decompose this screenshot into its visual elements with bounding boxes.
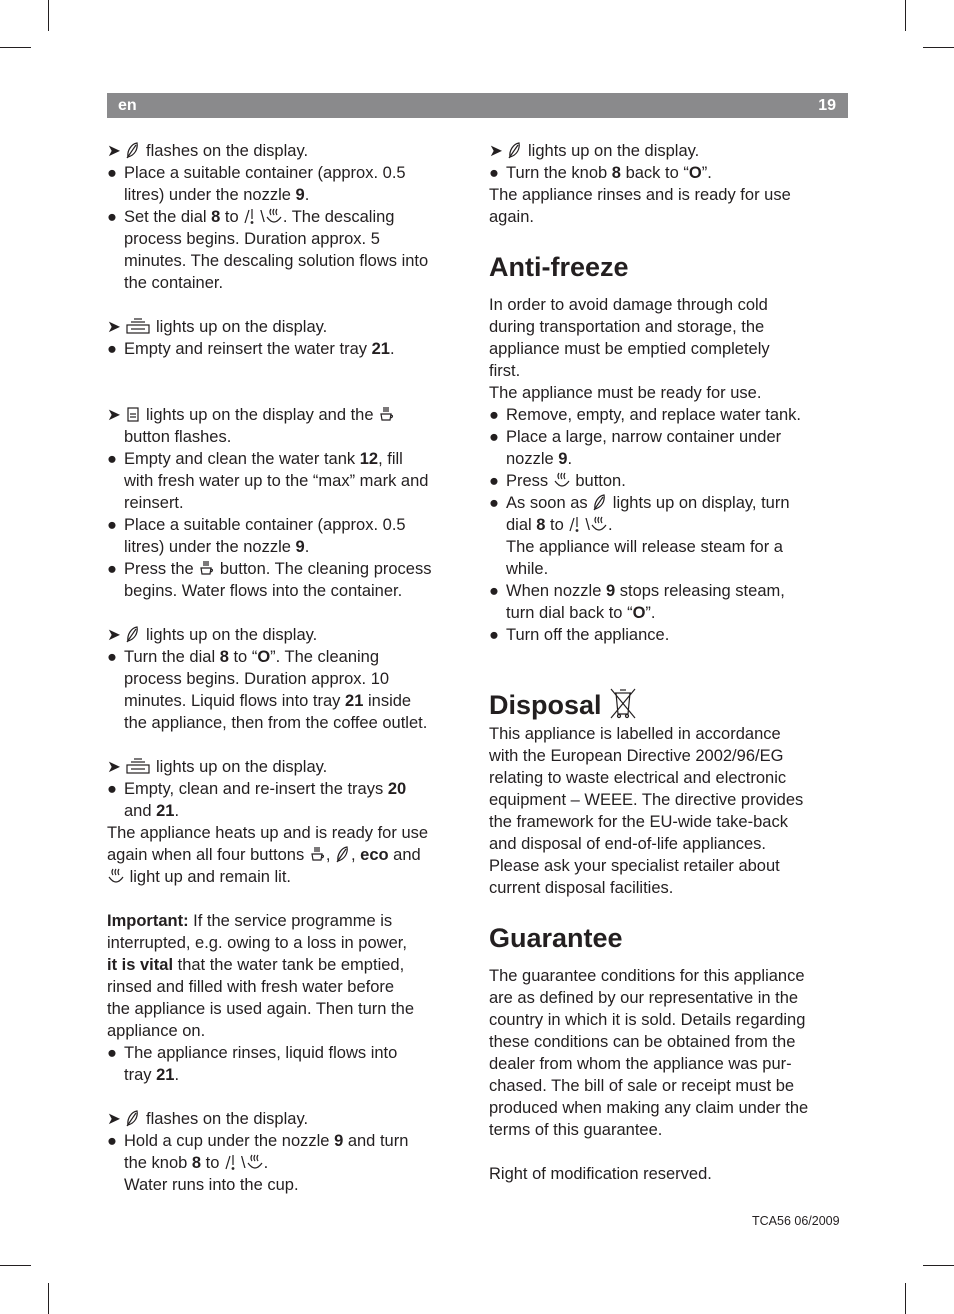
tray-icon xyxy=(125,757,151,775)
leaf-icon xyxy=(507,141,523,159)
list-item: ● Turn the dial 8 to “O”. The cleaning xyxy=(107,648,380,666)
status-line: ➤ flashes on the display. xyxy=(107,1110,309,1128)
crop-mark xyxy=(905,0,906,31)
list-item-cont: process begins. Duration approx. 10 xyxy=(124,670,390,688)
paragraph-line: relating to waste electrical and electronic xyxy=(489,769,787,787)
paragraph-line: The guarantee conditions for this appliance xyxy=(489,967,805,985)
list-item-cont: The appliance will release steam for a xyxy=(506,538,783,556)
crop-mark xyxy=(923,1265,954,1266)
right-column xyxy=(489,140,851,1185)
leaf-icon xyxy=(125,141,141,159)
steam-icon xyxy=(590,515,608,533)
list-item: ● Press button. xyxy=(489,472,626,490)
status-line: ➤ flashes on the display. xyxy=(107,142,309,160)
paragraph-line: The appliance rinses and is ready for use xyxy=(489,186,791,204)
crop-mark xyxy=(923,47,954,48)
tray-icon xyxy=(125,317,151,335)
list-item: ● Empty and reinsert the water tray 21. xyxy=(107,340,395,358)
crop-mark xyxy=(48,0,49,31)
language-code: en xyxy=(118,97,137,114)
status-line: ➤ lights up on the display. xyxy=(489,142,700,160)
heading-anti-freeze: Anti-freeze xyxy=(489,252,629,282)
paragraph-line: again. xyxy=(489,208,534,226)
list-item: ● Empty, clean and re-insert the trays 20 xyxy=(107,780,407,798)
list-item-cont: minutes. The descaling solution flows into xyxy=(124,252,429,270)
crop-mark xyxy=(0,1265,31,1266)
list-item-cont: litres) under the nozzle 9. xyxy=(124,186,310,204)
steam-icon xyxy=(246,1153,264,1171)
status-line: ➤ lights up on the display. xyxy=(107,758,328,776)
left-column xyxy=(107,140,469,1196)
tank-icon xyxy=(125,405,141,423)
list-item: ● As soon as lights up on display, turn xyxy=(489,494,790,512)
paragraph-line: The appliance heats up and is ready for use xyxy=(107,824,429,842)
list-item: ● Press the button. The cleaning process xyxy=(107,560,432,578)
paragraph-line: first. xyxy=(489,362,521,380)
list-item: ● Empty and clean the water tank 12, fill xyxy=(107,450,403,468)
page-header-bar xyxy=(107,93,848,118)
dial-icon xyxy=(224,1153,241,1171)
footer-model-code: TCA56 06/2009 xyxy=(752,1214,840,1228)
list-item-cont: begins. Water flows into the container. xyxy=(124,582,403,600)
page-number: 19 xyxy=(818,97,836,114)
list-item: ● When nozzle 9 stops releasing steam, xyxy=(489,582,785,600)
paragraph-line: appliance on. xyxy=(107,1022,206,1040)
paragraph-line: the framework for the EU-wide take-back xyxy=(489,813,788,831)
list-item-cont: litres) under the nozzle 9. xyxy=(124,538,310,556)
list-item-cont: tray 21. xyxy=(124,1066,180,1084)
list-item-cont: turn dial back to “O”. xyxy=(506,604,656,622)
cup-icon xyxy=(309,845,326,863)
paragraph-line: produced when making any claim under the xyxy=(489,1099,809,1117)
paragraph-line: current disposal facilities. xyxy=(489,879,674,897)
status-line: ➤ lights up on the display. xyxy=(107,626,318,644)
leaf-icon xyxy=(125,625,141,643)
paragraph-line: are as defined by our representative in the xyxy=(489,989,799,1007)
paragraph-line: country in which it is sold. Details regarding xyxy=(489,1011,806,1029)
list-item-cont: the knob 8 to \ . xyxy=(124,1154,269,1172)
paragraph-line: chased. The bill of sale or receipt must be xyxy=(489,1077,795,1095)
dial-icon xyxy=(243,207,260,225)
list-item: ● Place a suitable container (approx. 0.5 xyxy=(107,164,406,182)
steam-icon xyxy=(553,471,571,489)
steam-icon xyxy=(107,867,125,885)
list-item-cont: button flashes. xyxy=(124,428,232,446)
paragraph-line: equipment – WEEE. The directive provides xyxy=(489,791,804,809)
cup-icon xyxy=(378,405,395,423)
paragraph-line: it is vital that the water tank be emptied, xyxy=(107,956,405,974)
list-item: ● Remove, empty, and replace water tank. xyxy=(489,406,802,424)
list-item-cont: with fresh water up to the “max” mark and xyxy=(124,472,429,490)
list-item-cont: reinsert. xyxy=(124,494,184,512)
paragraph-line: light up and remain lit. xyxy=(107,866,469,888)
paragraph-line: In order to avoid damage through cold xyxy=(489,296,768,314)
list-item-cont: dial 8 to \ . xyxy=(506,516,613,534)
steam-icon xyxy=(265,207,283,225)
paragraph-line: Important: If the service programme is xyxy=(107,912,393,930)
crop-mark xyxy=(905,1283,906,1314)
paragraph-line: This appliance is labelled in accordance xyxy=(489,725,781,743)
status-line: ➤ lights up on the display. xyxy=(107,318,328,336)
paragraph-line: terms of this guarantee. xyxy=(489,1121,663,1139)
paragraph-line: appliance must be emptied completely xyxy=(489,340,770,358)
list-item-cont: the container. xyxy=(124,274,224,292)
list-item: ● Hold a cup under the nozzle 9 and turn xyxy=(107,1132,409,1150)
paragraph-line: rinsed and filled with fresh water before xyxy=(107,978,395,996)
list-item-cont: and 21. xyxy=(124,802,180,820)
status-line: ➤ lights up on the display and the xyxy=(107,404,469,426)
list-item: ● Turn the knob 8 back to “O”. xyxy=(489,164,712,182)
leaf-icon xyxy=(335,845,351,863)
list-item-cont: nozzle 9. xyxy=(506,450,573,468)
paragraph-line: interrupted, e.g. owing to a loss in power, xyxy=(107,934,407,952)
paragraph-line: Please ask your specialist retailer about xyxy=(489,857,780,875)
list-item-cont: while. xyxy=(506,560,549,578)
paragraph-line: and disposal of end-of-life appliances. xyxy=(489,835,767,853)
list-item: ● Set the dial 8 to \ . The descaling xyxy=(107,208,395,226)
list-item-cont: process begins. Duration approx. 5 xyxy=(124,230,380,248)
heading-guarantee: Guarantee xyxy=(489,923,623,953)
heading-disposal: Disposal xyxy=(489,686,851,722)
list-item-cont: minutes. Liquid flows into tray 21 inside xyxy=(124,692,412,710)
paragraph-line: again when all four buttons , , eco and xyxy=(107,846,421,864)
crop-mark xyxy=(48,1283,49,1314)
paragraph-line: with the European Directive 2002/96/EG xyxy=(489,747,784,765)
paragraph-line: Right of modification reserved. xyxy=(489,1165,712,1183)
weee-bin-icon xyxy=(609,686,637,720)
list-item: ● Place a large, narrow container under xyxy=(489,428,782,446)
list-item-cont: the appliance, then from the coffee outlet. xyxy=(124,714,428,732)
list-item: ● Turn off the appliance. xyxy=(489,626,670,644)
leaf-icon xyxy=(592,493,608,511)
paragraph-line: these conditions can be obtained from the xyxy=(489,1033,796,1051)
cup-icon xyxy=(198,559,215,577)
dial-icon xyxy=(568,515,585,533)
paragraph-line: The appliance must be ready for use. xyxy=(489,384,762,402)
leaf-icon xyxy=(125,1109,141,1127)
paragraph-line: dealer from whom the appliance was pur- xyxy=(489,1055,792,1073)
list-item: ● The appliance rinses, liquid flows into xyxy=(107,1044,398,1062)
list-item: ● Place a suitable container (approx. 0.5 xyxy=(107,516,406,534)
paragraph-line: the appliance is used again. Then turn the xyxy=(107,1000,414,1018)
list-item-cont: Water runs into the cup. xyxy=(124,1176,299,1194)
crop-mark xyxy=(0,47,31,48)
paragraph-line: during transportation and storage, the xyxy=(489,318,765,336)
